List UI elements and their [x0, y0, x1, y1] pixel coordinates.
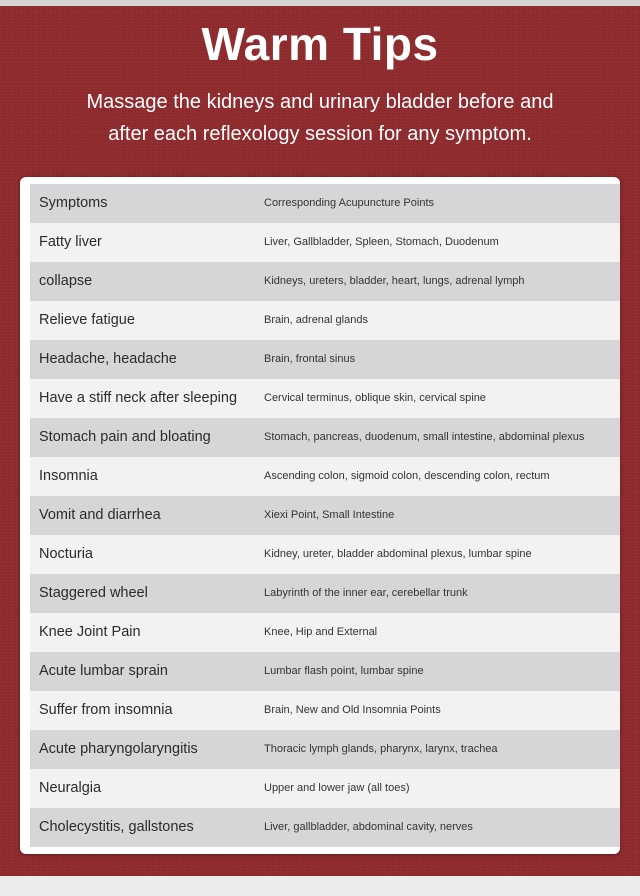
page-title: Warm Tips	[201, 18, 439, 70]
points-cell: Ascending colon, sigmoid colon, descending colon, rectum	[264, 470, 550, 482]
symptom-table-card	[20, 177, 620, 854]
table-row	[30, 808, 620, 847]
points-cell: Brain, frontal sinus	[264, 353, 356, 365]
symptom-cell: Vomit and diarrhea	[39, 507, 161, 523]
bottom-strip	[0, 876, 640, 896]
points-cell: Kidneys, ureters, bladder, heart, lungs, adrenal lymph	[264, 275, 525, 287]
table-row	[30, 769, 620, 808]
symptom-cell: Have a stiff neck after sleeping	[39, 390, 238, 406]
top-strip	[0, 0, 640, 6]
table-row	[30, 691, 620, 730]
points-cell: Lumbar flash point, lumbar spine	[264, 665, 424, 677]
points-cell: Stomach, pancreas, duodenum, small intestine, abdominal plexus	[264, 431, 585, 443]
table-row	[30, 730, 620, 769]
table-row	[30, 496, 620, 535]
points-cell: Liver, Gallbladder, Spleen, Stomach, Duodenum	[264, 236, 499, 248]
symptom-table	[30, 184, 620, 847]
symptom-cell: Staggered wheel	[39, 585, 148, 601]
symptom-cell: Acute lumbar sprain	[39, 663, 168, 679]
page-subtitle	[20, 86, 620, 150]
header-acupuncture-points: Corresponding Acupuncture Points	[264, 197, 434, 209]
subtitle-line-1: Massage the kidneys and urinary bladder before and	[86, 91, 554, 113]
table-row	[30, 574, 620, 613]
points-cell: Thoracic lymph glands, pharynx, larynx, trachea	[264, 743, 498, 755]
header-symptoms: Symptoms	[39, 195, 108, 211]
table-row	[30, 613, 620, 652]
points-cell: Cervical terminus, oblique skin, cervical spine	[264, 392, 486, 404]
table-row	[30, 379, 620, 418]
table-header-row	[30, 184, 620, 223]
symptom-cell: Nocturia	[39, 546, 93, 562]
symptom-cell: collapse	[39, 273, 93, 289]
points-cell: Brain, adrenal glands	[264, 314, 368, 326]
points-cell: Brain, New and Old Insomnia Points	[264, 704, 441, 716]
symptom-cell: Neuralgia	[39, 780, 102, 796]
symptom-cell: Cholecystitis, gallstones	[39, 819, 194, 835]
table-row	[30, 535, 620, 574]
points-cell: Upper and lower jaw (all toes)	[264, 782, 410, 794]
symptom-cell: Knee Joint Pain	[39, 624, 141, 640]
subtitle-line-2: after each reflexology session for any symptom.	[108, 123, 532, 145]
symptom-cell: Fatty liver	[39, 234, 102, 250]
points-cell: Knee, Hip and External	[264, 626, 378, 638]
symptom-cell: Suffer from insomnia	[39, 702, 173, 718]
points-cell: Labyrinth of the inner ear, cerebellar trunk	[264, 587, 468, 599]
points-cell: Liver, gallbladder, abdominal cavity, nerves	[264, 821, 473, 833]
table-row	[30, 301, 620, 340]
symptom-cell: Stomach pain and bloating	[39, 429, 211, 445]
table-row	[30, 457, 620, 496]
points-cell: Xiexi Point, Small Intestine	[264, 509, 395, 521]
table-row	[30, 340, 620, 379]
symptom-cell: Relieve fatigue	[39, 312, 135, 328]
points-cell: Kidney, ureter, bladder abdominal plexus, lumbar spine	[264, 548, 532, 560]
symptom-cell: Insomnia	[39, 468, 98, 484]
symptom-cell: Acute pharyngolaryngitis	[39, 741, 198, 757]
table-row	[30, 418, 620, 457]
table-row	[30, 223, 620, 262]
table-row	[30, 652, 620, 691]
symptom-cell: Headache, headache	[39, 351, 177, 367]
table-row	[30, 262, 620, 301]
